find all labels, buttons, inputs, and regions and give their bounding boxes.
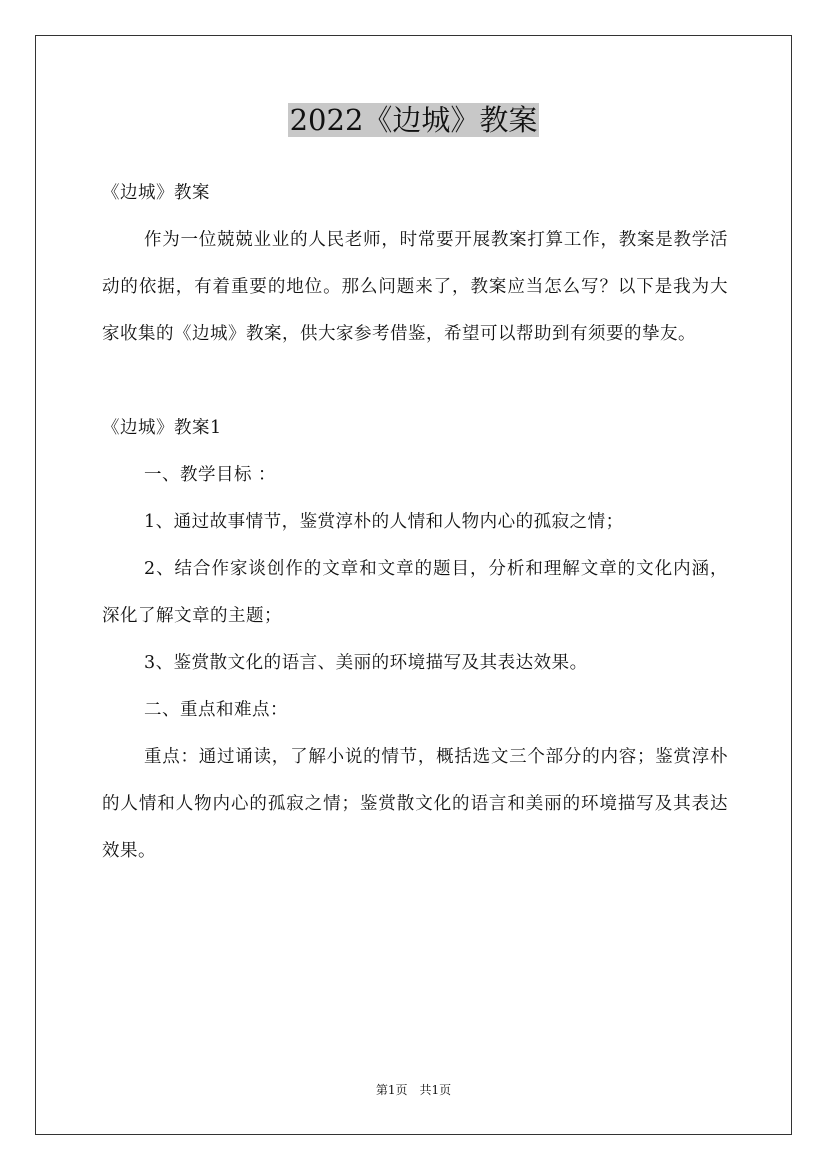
goal-item-2: 2、结合作家谈创作的文章和文章的题目，分析和理解文章的文化内涵，深化了解文章的主题； — [102, 559, 728, 626]
section-heading: 《边城》教案1 — [102, 418, 222, 438]
document-body — [102, 170, 728, 875]
goals-heading: 一、教学目标 ： — [144, 465, 277, 485]
key-points-heading: 二、重点和难点： — [144, 700, 288, 720]
key-points-text: 重点：通过诵读，了解小说的情节，概括选文三个部分的内容；鉴赏淳朴的人情和人物内心的孤寂之情；鉴赏散文化的语言和美丽的环境描写及其表达效果。 — [102, 747, 728, 861]
document-title — [0, 100, 827, 140]
goal-item-3: 3、鉴赏散文化的语言、美丽的环境描写及其表达效果。 — [144, 653, 588, 673]
goal-item-1: 1、通过故事情节，鉴赏淳朴的人情和人物内心的孤寂之情； — [144, 512, 624, 532]
page-footer: 第1页 共1页 — [375, 1083, 452, 1097]
intro-paragraph: 作为一位兢兢业业的人民老师，时常要开展教案打算工作，教案是教学活动的依据，有着重要的地位。那么问题来了，教案应当怎么写？以下是我为大家收集的《边城》教案，供大家参考借鉴，希望可以帮助到有须要的挚友。 — [102, 230, 728, 344]
intro-heading: 《边城》教案 — [102, 183, 210, 203]
document-title-text: 2022《边城》教案 — [289, 103, 538, 137]
paragraph-spacer — [102, 358, 728, 405]
